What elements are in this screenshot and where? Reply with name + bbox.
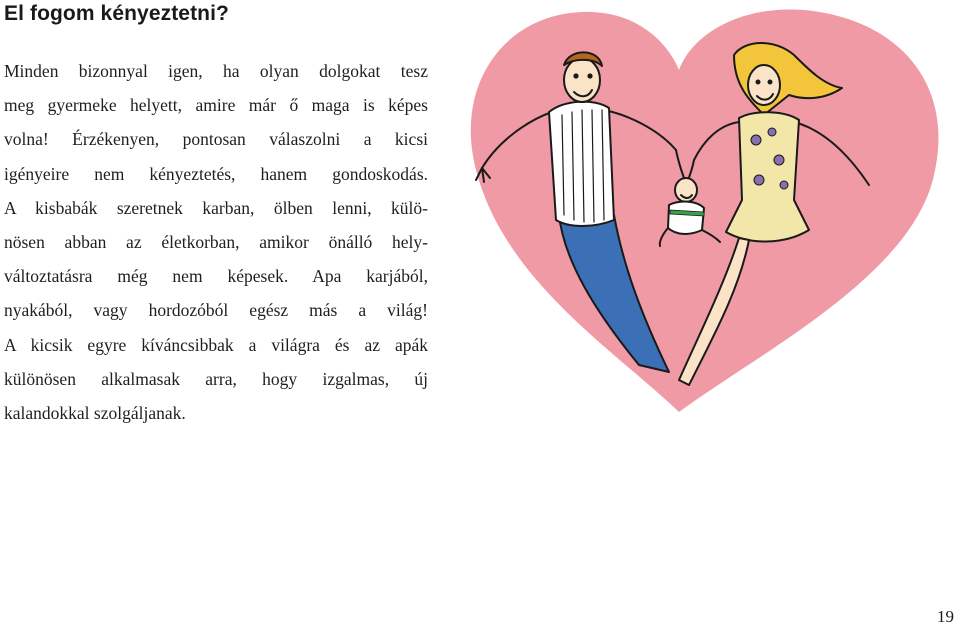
text-line: nyakából, vagy hordozóból egész más a világ! — [4, 300, 428, 321]
text-line: meg gyermeke helyett, amire már ő maga is képes — [4, 95, 428, 116]
text-line: volna! Érzékenyen, pontosan válaszolni a kicsi — [4, 129, 428, 150]
text-line: igényeire nem kényeztetés, hanem gondoskodás. — [4, 163, 428, 184]
text-line: Minden bizonnyal igen, ha olyan dolgokat tesz — [4, 61, 428, 81]
text-line: A kicsik egyre kíváncsibbak a világra és az apák — [4, 334, 428, 355]
page-number: 19 — [937, 607, 954, 626]
page-title: El fogom kényeztetni? — [4, 2, 229, 25]
text-line: nösen abban az életkorban, amikor önálló hely- — [4, 232, 428, 253]
text-line: A kisbabák szeretnek karban, ölben lenni, külö- — [4, 197, 428, 218]
text-line: kalandokkal szolgáljanak. — [4, 403, 186, 424]
heart-family-illustration — [464, 0, 960, 420]
body-paragraph — [4, 54, 428, 430]
text-line: különösen alkalmasak arra, hogy izgalmas, új — [4, 368, 428, 389]
text-line: változtatásra még nem képesek. Apa karjából, — [4, 266, 428, 287]
